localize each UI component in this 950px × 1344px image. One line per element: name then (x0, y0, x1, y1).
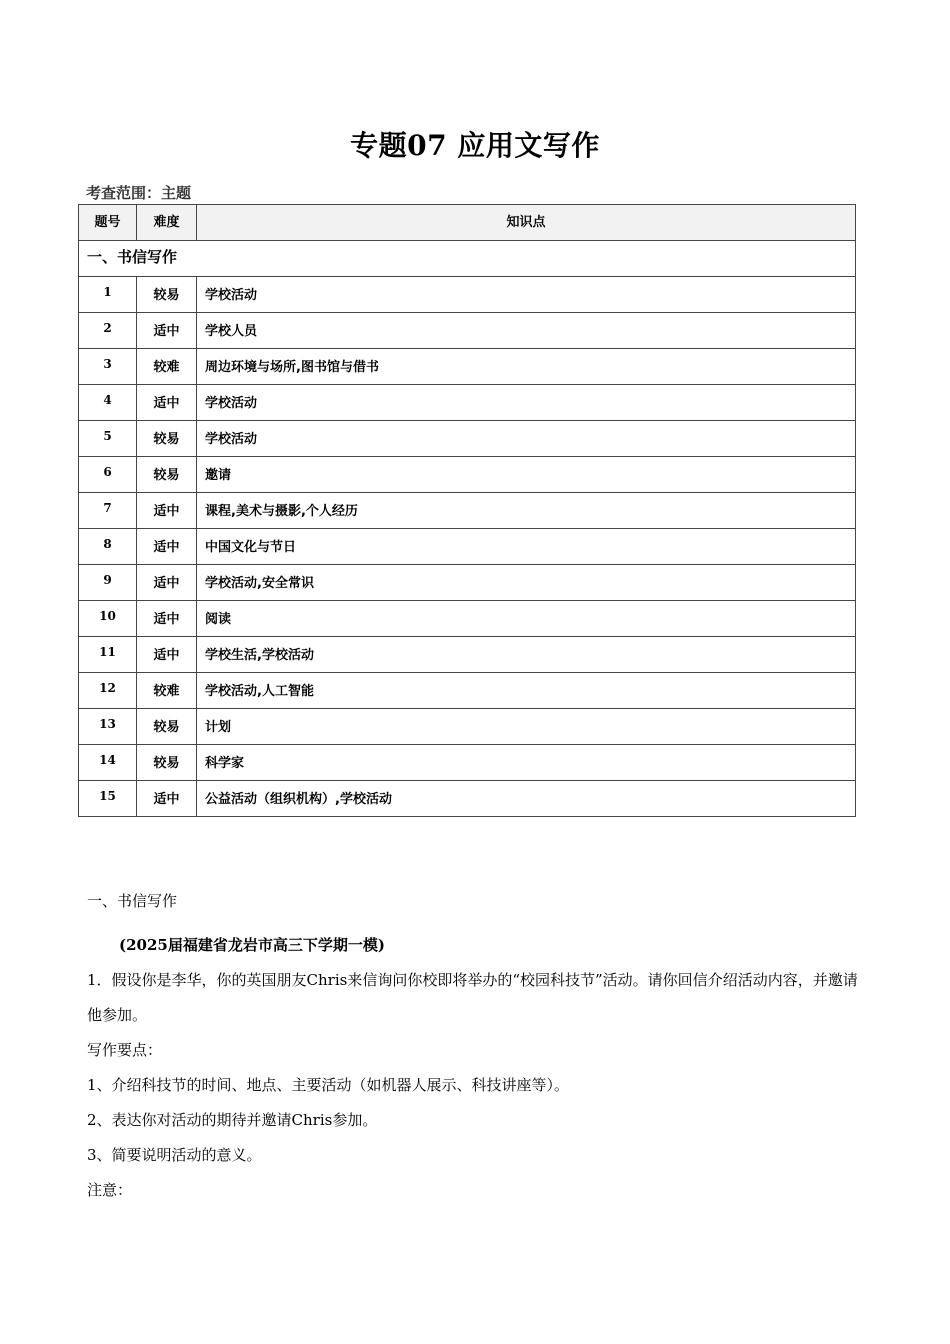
question-number: 9 (79, 565, 137, 601)
topic-cell: 学校活动,人工智能 (197, 673, 856, 709)
difficulty-cell: 较易 (137, 277, 197, 313)
topic-cell: 学校活动 (197, 421, 856, 457)
topic-cell: 阅读 (197, 601, 856, 637)
topic-cell: 计划 (197, 709, 856, 745)
header-number: 题号 (79, 205, 137, 241)
question-content (87, 890, 862, 1208)
topic-cell: 学校生活,学校活动 (197, 637, 856, 673)
difficulty-cell: 适中 (137, 637, 197, 673)
scope-label: 考查范围：主题 (86, 184, 192, 202)
topic-cell: 科学家 (197, 745, 856, 781)
section-row (79, 241, 856, 277)
topic-cell: 周边环境与场所,图书馆与借书 (197, 349, 856, 385)
table-row (79, 673, 856, 709)
topic-cell: 邀请 (197, 457, 856, 493)
writing-point-1: 1、介绍科技节的时间、地点、主要活动（如机器人展示、科技讲座等）。 (87, 1076, 570, 1094)
table-row (79, 277, 856, 313)
question-number: 5 (79, 421, 137, 457)
difficulty-cell: 较易 (137, 421, 197, 457)
question-number: 7 (79, 493, 137, 529)
topic-cell: 课程,美术与摄影,个人经历 (197, 493, 856, 529)
topic-cell: 中国文化与节日 (197, 529, 856, 565)
table-row (79, 385, 856, 421)
table-row (79, 529, 856, 565)
difficulty-cell: 适中 (137, 529, 197, 565)
difficulty-cell: 适中 (137, 781, 197, 817)
table-row (79, 745, 856, 781)
difficulty-cell: 适中 (137, 565, 197, 601)
table-row (79, 313, 856, 349)
table-row (79, 349, 856, 385)
difficulty-cell: 较难 (137, 349, 197, 385)
section-title: 一、书信写作 (79, 241, 856, 277)
writing-point-3: 3、简要说明活动的意义。 (87, 1146, 262, 1164)
question-number: 2 (79, 313, 137, 349)
difficulty-cell: 较易 (137, 745, 197, 781)
table-row (79, 781, 856, 817)
topic-cell: 公益活动（组织机构）,学校活动 (197, 781, 856, 817)
header-knowledge-point: 知识点 (197, 205, 856, 241)
table-row (79, 709, 856, 745)
difficulty-cell: 适中 (137, 601, 197, 637)
question-number: 12 (79, 673, 137, 709)
topic-cell: 学校活动 (197, 385, 856, 421)
note-label: 注意： (87, 1181, 133, 1199)
question-number: 11 (79, 637, 137, 673)
section-heading: 一、书信写作 (87, 892, 178, 910)
difficulty-cell: 较易 (137, 709, 197, 745)
question-number: 8 (79, 529, 137, 565)
topic-cell: 学校活动 (197, 277, 856, 313)
question-number: 13 (79, 709, 137, 745)
table-row (79, 457, 856, 493)
writing-point-2: 2、表达你对活动的期待并邀请Chris参加。 (87, 1111, 378, 1129)
question-text: 1．假设你是李华，你的英国朋友Chris来信询问你校即将举办的“校园科技节”活动。请你回信介绍活动内容，并邀请他参加。 (87, 971, 858, 1024)
table-row (79, 493, 856, 529)
table-row (79, 565, 856, 601)
page-title: 专题07 应用文写作 (350, 129, 600, 162)
difficulty-cell: 适中 (137, 385, 197, 421)
table-row (79, 421, 856, 457)
question-number: 10 (79, 601, 137, 637)
writing-points-label: 写作要点： (87, 1041, 163, 1059)
question-number: 6 (79, 457, 137, 493)
difficulty-cell: 适中 (137, 313, 197, 349)
difficulty-cell: 较难 (137, 673, 197, 709)
table-row (79, 637, 856, 673)
topic-cell: 学校活动,安全常识 (197, 565, 856, 601)
knowledge-table (78, 204, 856, 817)
table-header-row (79, 205, 856, 241)
difficulty-cell: 较易 (137, 457, 197, 493)
question-number: 1 (79, 277, 137, 313)
question-number: 3 (79, 349, 137, 385)
difficulty-cell: 适中 (137, 493, 197, 529)
question-source: (2025届福建省龙岩市高三下学期一模) (119, 936, 385, 954)
topic-cell: 学校人员 (197, 313, 856, 349)
question-number: 4 (79, 385, 137, 421)
question-number: 14 (79, 745, 137, 781)
header-difficulty: 难度 (137, 205, 197, 241)
question-number: 15 (79, 781, 137, 817)
table-row (79, 601, 856, 637)
